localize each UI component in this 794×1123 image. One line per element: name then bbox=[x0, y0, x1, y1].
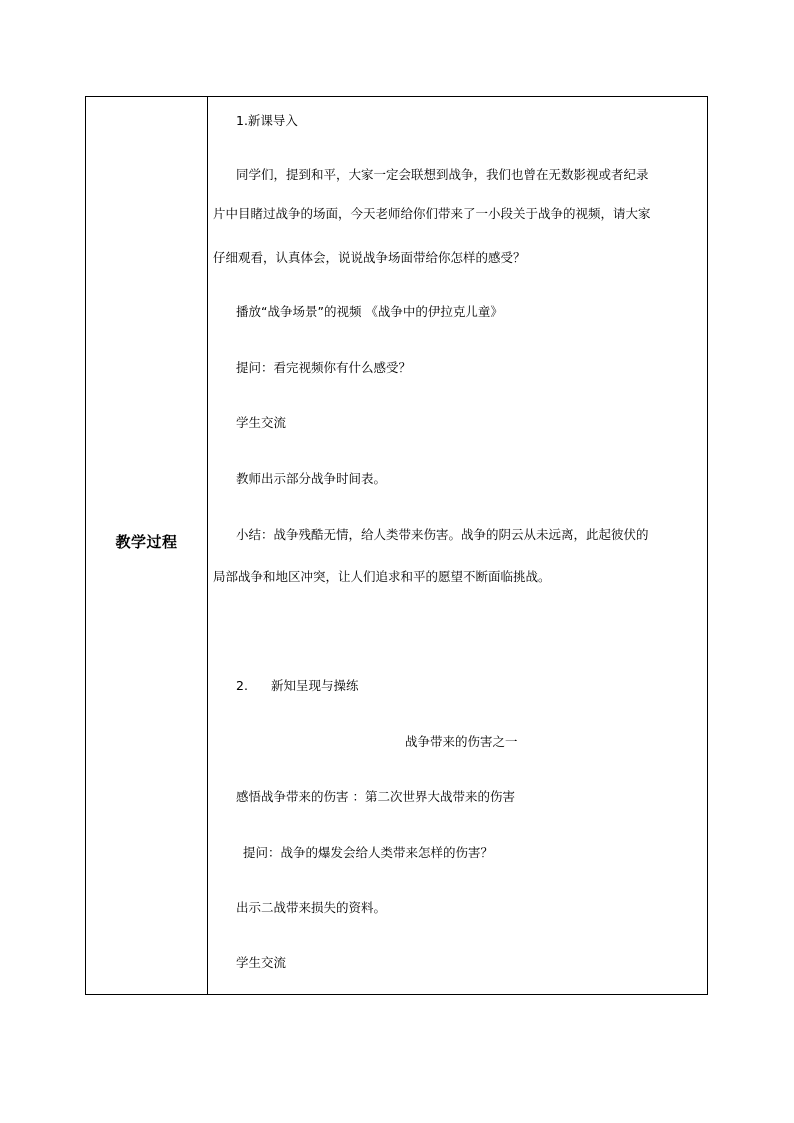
intro-line-2: 片中目睹过战争的场面，今天老师给你们带来了一小段关于战争的视频，请大家 bbox=[213, 206, 651, 221]
student-exchange-1: 学生交流 bbox=[236, 415, 287, 430]
section-label: 教学过程 bbox=[115, 533, 178, 551]
play-video-line: 播放“战争场景”的视频 《战争中的伊拉克儿童》 bbox=[236, 304, 503, 319]
summary-line-2: 局部战争和地区冲突，让人们追求和平的愿望不断面临挑战。 bbox=[213, 569, 551, 584]
question-1: 提问：看完视频你有什么感受？ bbox=[236, 360, 412, 375]
heading-new-lesson: 1.新课导入 bbox=[236, 113, 298, 128]
question-2: 提问：战争的爆发会给人类带来怎样的伤害？ bbox=[243, 845, 494, 860]
intro-line-1: 同学们，提到和平，大家一定会联想到战争，我们也曾在无数影视或者纪录 bbox=[236, 167, 649, 182]
heading-2-text: 新知呈现与操练 bbox=[271, 678, 359, 693]
student-exchange-2: 学生交流 bbox=[236, 955, 287, 970]
intro-line-3: 仔细观看，认真体会，说说战争场面带给你怎样的感受？ bbox=[213, 250, 526, 265]
subtitle: 战争带来的伤害之一 bbox=[405, 734, 518, 749]
summary-line-1: 小结：战争残酷无情，给人类带来伤害。战争的阴云从未远离，此起彼伏的 bbox=[236, 527, 649, 542]
content-cell bbox=[208, 97, 707, 994]
lesson-table bbox=[85, 96, 708, 995]
left-label-cell bbox=[86, 97, 207, 994]
show-data-line: 出示二战带来损失的资料。 bbox=[236, 900, 387, 915]
teacher-timeline: 教师出示部分战争时间表。 bbox=[236, 471, 387, 486]
intro-paragraph bbox=[236, 167, 649, 183]
feel-harm-line: 感悟战争带来的伤害 ：第二次世界大战带来的伤害 bbox=[236, 789, 515, 804]
heading-2-number: 2. bbox=[236, 678, 248, 693]
